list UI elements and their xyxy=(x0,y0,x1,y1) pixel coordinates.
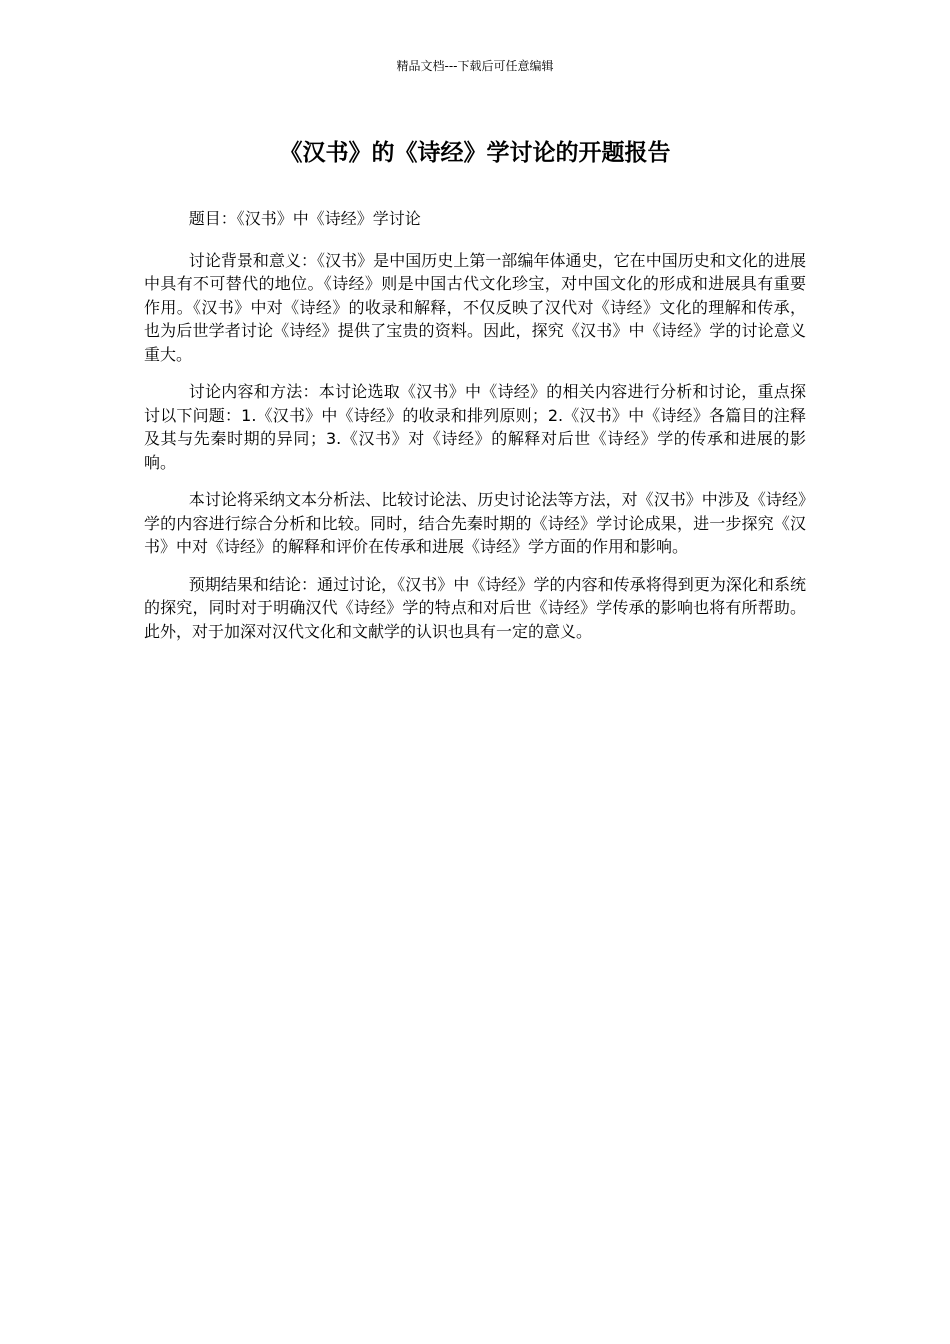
header-note: 精品文档---下载后可任意编辑 xyxy=(396,59,554,73)
paragraph-methods: 本讨论将采纳文本分析法、比较讨论法、历史讨论法等方法，对《汉书》中涉及《诗经》学的内容进行综合分析和比较。同时，结合先秦时期的《诗经》学讨论成果，进一步探究《汉书》中对《诗经》的解释和评价在传承和进展《诗经》学方面的作用和影响。 xyxy=(144,490,806,556)
paragraph-expected-results: 预期结果和结论：通过讨论，《汉书》中《诗经》学的内容和传承将得到更为深化和系统的探究，同时对于明确汉代《诗经》学的特点和对后世《诗经》学传承的影响也将有所帮助。此外，对于加深对汉代文化和文献学的认识也具有一定的意义。 xyxy=(144,574,806,641)
paragraph-content-method: 讨论内容和方法：本讨论选取《汉书》中《诗经》的相关内容进行分析和讨论，重点探讨以下问题：1.《汉书》中《诗经》的收录和排列原则；2.《汉书》中《诗经》各篇目的注释及其与先秦时期的异同；3.《汉书》对《诗经》的解释对后世《诗经》学的传承和进展的影响。 xyxy=(144,382,806,472)
document-body xyxy=(144,207,806,657)
document-title: 《汉书》的《诗经》学讨论的开题报告 xyxy=(279,140,671,166)
paragraph-topic: 题目：《汉书》中《诗经》学讨论 xyxy=(188,209,421,228)
paragraph-background: 讨论背景和意义：《汉书》是中国历史上第一部编年体通史，它在中国历史和文化的进展中具有不可替代的地位。《诗经》则是中国古代文化珍宝，对中国文化的形成和进展具有重要作用。《汉书》中对《诗经》的收录和解释，不仅反映了汉代对《诗经》文化的理解和传承，也为后世学者讨论《诗经》提供了宝贵的资料。因此，探究《汉书》中《诗经》学的讨论意义重大。 xyxy=(144,250,806,364)
